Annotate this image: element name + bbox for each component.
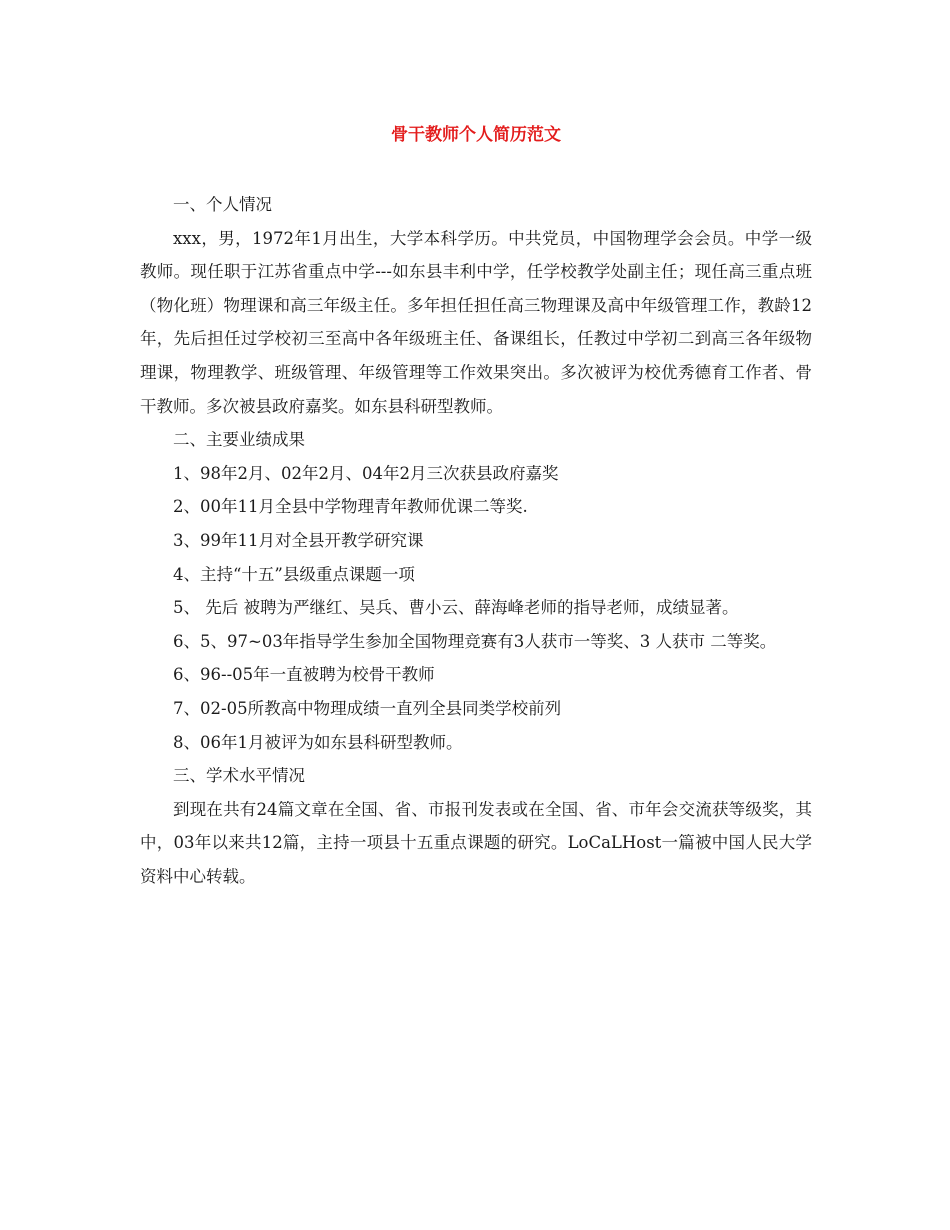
achievement-item: 5、 先后 被聘为严继红、吴兵、曹小云、薛海峰老师的指导老师，成绩显著。: [173, 598, 739, 618]
academic-paragraph: 到现在共有24篇文章在全国、省、市报刊发表或在全国、省、市年会交流获等级奖，其中，03年以来共12篇，主持一项县十五重点课题的研究。LoCaLHost一篇被中国人民大学资料中心转载。: [140, 799, 812, 886]
achievement-item: 6、5、97~03年指导学生参加全国物理竞赛有3人获市一等奖、3 人获市 二等奖。: [173, 631, 777, 651]
achievement-item: 4、主持“十五”县级重点课题一项: [173, 564, 415, 584]
achievement-item: 2、00年11月全县中学物理青年教师优课二等奖.: [173, 497, 528, 517]
achievement-item: 3、99年11月对全县开教学研究课: [173, 530, 424, 550]
achievement-item: 1、98年2月、02年2月、04年2月三次获县政府嘉奖: [173, 463, 559, 483]
section-heading-personal: 一、个人情况: [173, 195, 272, 214]
personal-info-paragraph: xxx，男，1972年1月出生，大学本科学历。中共党员，中国物理学会会员。中学一级教师。现任职于江苏省重点中学---如东县丰利中学，任学校教学处副主任；现任高三重点班（物化班）物理课和高三年级主任。多年担任担任高三物理课及高中年级管理工作，教龄12年，先后担任过学校初三至高中各年级班主任、备课组长，任教过中学初二到高三各年级物理课，物理教学、班级管理、年级管理等工作效果突出。多次被评为校优秀德育工作者、骨干教师。多次被县政府嘉奖。如东县科研型教师。: [140, 228, 812, 416]
section-heading-academic: 三、学术水平情况: [173, 766, 305, 786]
document-page: [140, 118, 812, 893]
document-title: 骨干教师个人简历范文: [391, 125, 561, 145]
achievement-item: 6、96--05年一直被聘为校骨干教师: [173, 665, 435, 685]
section-heading-achievements: 二、主要业绩成果: [173, 430, 305, 450]
achievement-item: 8、06年1月被评为如东县科研型教师。: [173, 732, 463, 752]
achievement-item: 7、02-05所教高中物理成绩一直列全县同类学校前列: [173, 698, 562, 718]
